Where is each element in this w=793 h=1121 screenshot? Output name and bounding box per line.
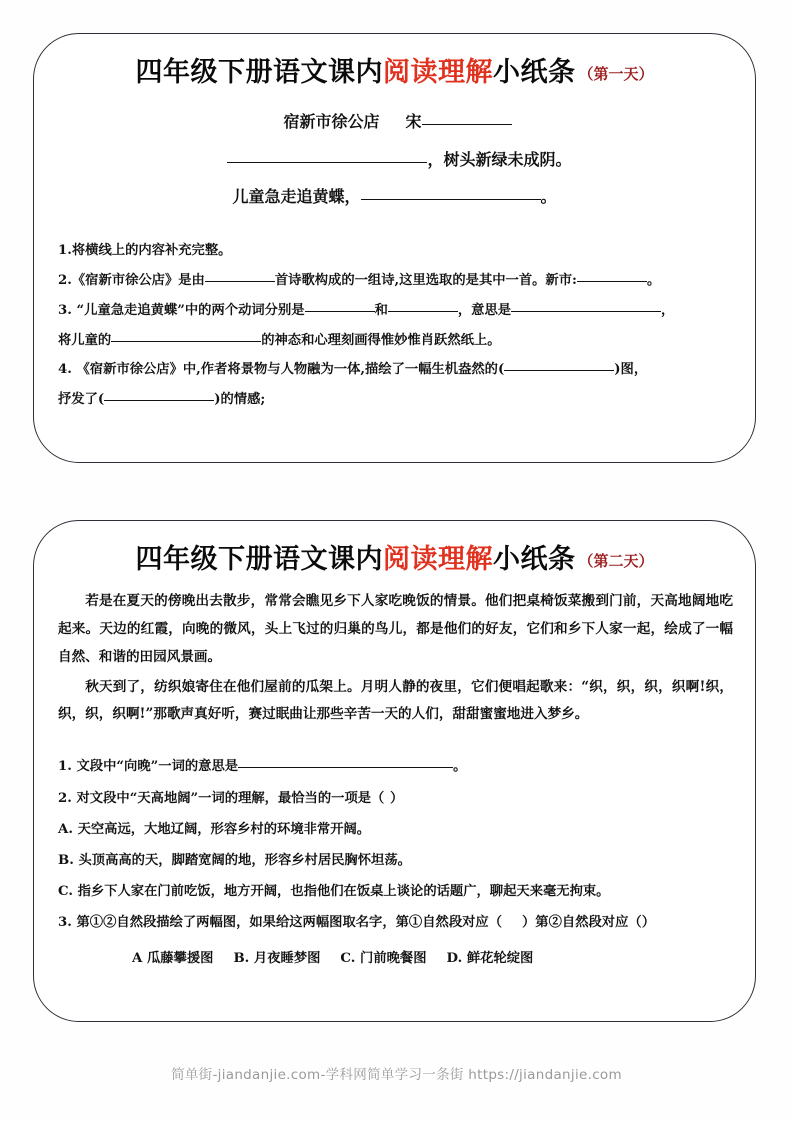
question-3-tail: ） (641, 915, 655, 931)
question-3-comma: ， (661, 302, 675, 318)
question-1-tail: 。 (453, 759, 467, 775)
title-suffix: 小纸条 (492, 544, 576, 575)
question-3-blank-4[interactable] (111, 327, 261, 341)
option-c-text: C. 指乡下人家在门前吃饭，地方开阔，也指他们在饭桌上谈论的话题广，聊起天来毫无拘束。 (58, 884, 610, 900)
question-3-mid: ）第②自然段对应（ (522, 915, 642, 931)
question-2-text: 2. 对文段中“天高地阔”一词的理解，最恰当的一项是 (58, 790, 372, 806)
question-4-tail: )图， (614, 362, 648, 378)
option-b-text: B. 头顶高高的天，脚踏宽阔的地，形容乡村居民胸怀坦荡。 (58, 853, 411, 868)
choice-a[interactable]: A 瓜藤攀援图 (132, 950, 214, 966)
card-day2-questions (58, 751, 733, 974)
question-4-blank-1[interactable] (504, 357, 614, 371)
question-3-line2-tail: 的神态和心理刻画得惟妙惟肖跃然纸上。 (261, 332, 501, 348)
poem-line2-blank[interactable] (227, 146, 427, 163)
question-3-head: 3. “儿童急走追黄蝶”中的两个动词分别是 (58, 302, 305, 318)
question-2-blank-1[interactable] (205, 267, 275, 281)
question-3 (58, 296, 735, 326)
poem-block (34, 103, 755, 216)
poem-line3-blank[interactable] (361, 183, 541, 200)
day-label: （第二天） (578, 552, 654, 570)
poem-line-3 (34, 178, 755, 216)
reading-passage (58, 588, 733, 729)
question-3-line2-head: 将儿童的 (58, 332, 112, 348)
poem-line2-text: ，树头新绿未成阴。 (427, 149, 572, 169)
card-day2-title (34, 537, 755, 576)
question-1 (58, 751, 733, 782)
question-4-blank-2[interactable] (104, 387, 214, 401)
poem-title: 宿新市徐公店 (283, 112, 380, 131)
question-3-blank-1[interactable] (305, 297, 375, 311)
title-prefix: 四年级下册语文课内 (135, 544, 383, 575)
question-1 (58, 236, 735, 266)
option-a-text: A. 天空高远，大地辽阔，形容乡村的环境非常开阔。 (58, 821, 371, 837)
passage-paragraph-1: 若是在夏天的傍晚出去散步，常常会瞧见乡下人家吃晚饭的情景。他们把桌椅饭菜搬到门前，天高地阔地吃起来。天边的红霞，向晚的微风，头上飞过的归巢的鸟儿，都是他们的好友，它们和乡下人家一起，绘成了一幅自然、和谐的田园风景画。 (58, 593, 733, 665)
choice-b[interactable]: B. 月夜睡梦图 (233, 950, 321, 966)
title-highlight: 阅读理解 (382, 57, 493, 88)
question-3 (58, 907, 733, 938)
poem-line-2 (34, 141, 755, 179)
poem-heading-row (34, 103, 755, 141)
reading-card-day2 (33, 520, 756, 1022)
question-2-answer-box[interactable]: （ ） (371, 790, 404, 806)
question-2-head: 2.《宿新市徐公店》是由 (58, 272, 205, 288)
poem-dynasty: 宋 (405, 112, 422, 131)
question-4-line2 (58, 385, 735, 415)
poem-line3-period: 。 (540, 187, 557, 207)
question-2 (58, 783, 733, 814)
question-3-line2 (58, 326, 735, 356)
question-4-head: 4. 《宿新市徐公店》中,作者将景物与人物融为一体,描绘了一幅生机盎然的( (58, 362, 505, 378)
question-2 (58, 266, 735, 296)
question-1-blank[interactable] (238, 754, 453, 768)
choice-c[interactable]: C. 门前晚餐图 (340, 950, 427, 966)
footer-watermark: 简单街-jiandanjie.com-学科网简单学习一条街 https://jiandanjie.com (171, 1067, 622, 1083)
question-2-tail: 。 (646, 272, 661, 288)
question-3-and: 和 (374, 302, 388, 318)
question-3-blank-3[interactable] (511, 297, 661, 311)
option-a[interactable] (58, 814, 733, 845)
question-3-head: 3. 第①②自然段描绘了两幅图，如果给这两幅图取名字，第①自然段对应（ (58, 915, 503, 931)
card-day1-questions (58, 236, 735, 415)
question-4-line2-head: 抒发了( (58, 392, 105, 408)
question-3-blank-2[interactable] (388, 297, 458, 311)
option-c[interactable] (58, 876, 733, 907)
choice-d[interactable]: D. 鲜花轮绽图 (446, 950, 534, 966)
passage-paragraph-2: 秋天到了，纺织娘寄住在他们屋前的瓜架上。月明人静的夜里，它们便唱起歌来：“织，织，织，织啊!织，织，织，织啊!”那歌声真好听，赛过眠曲让那些辛苦一天的人们，甜甜蜜蜜地进入梦乡。 (58, 678, 733, 723)
question-3-mid: ，意思是 (457, 302, 512, 318)
reading-card-day1 (33, 33, 756, 463)
question-4 (58, 355, 735, 385)
question-4-line2-tail: )的情感; (214, 392, 266, 408)
question-1-head: 1. 文段中“向晚”一词的意思是 (58, 759, 239, 775)
question-2-blank-2[interactable] (577, 267, 647, 281)
card-day1-title (34, 50, 755, 89)
question-3-choices (58, 943, 733, 974)
title-prefix: 四年级下册语文课内 (135, 57, 383, 88)
title-suffix: 小纸条 (492, 57, 576, 88)
title-highlight: 阅读理解 (382, 544, 493, 575)
question-1-text: 1.将横线上的内容补充完整。 (58, 242, 232, 258)
poem-author-blank[interactable] (422, 108, 512, 125)
option-b[interactable] (58, 845, 733, 876)
poem-line3-text: 儿童急走追黄蝶， (232, 187, 361, 207)
day-label: （第一天） (578, 65, 654, 83)
question-2-mid: 首诗歌构成的一组诗,这里选取的是其中一首。新市: (274, 272, 577, 288)
